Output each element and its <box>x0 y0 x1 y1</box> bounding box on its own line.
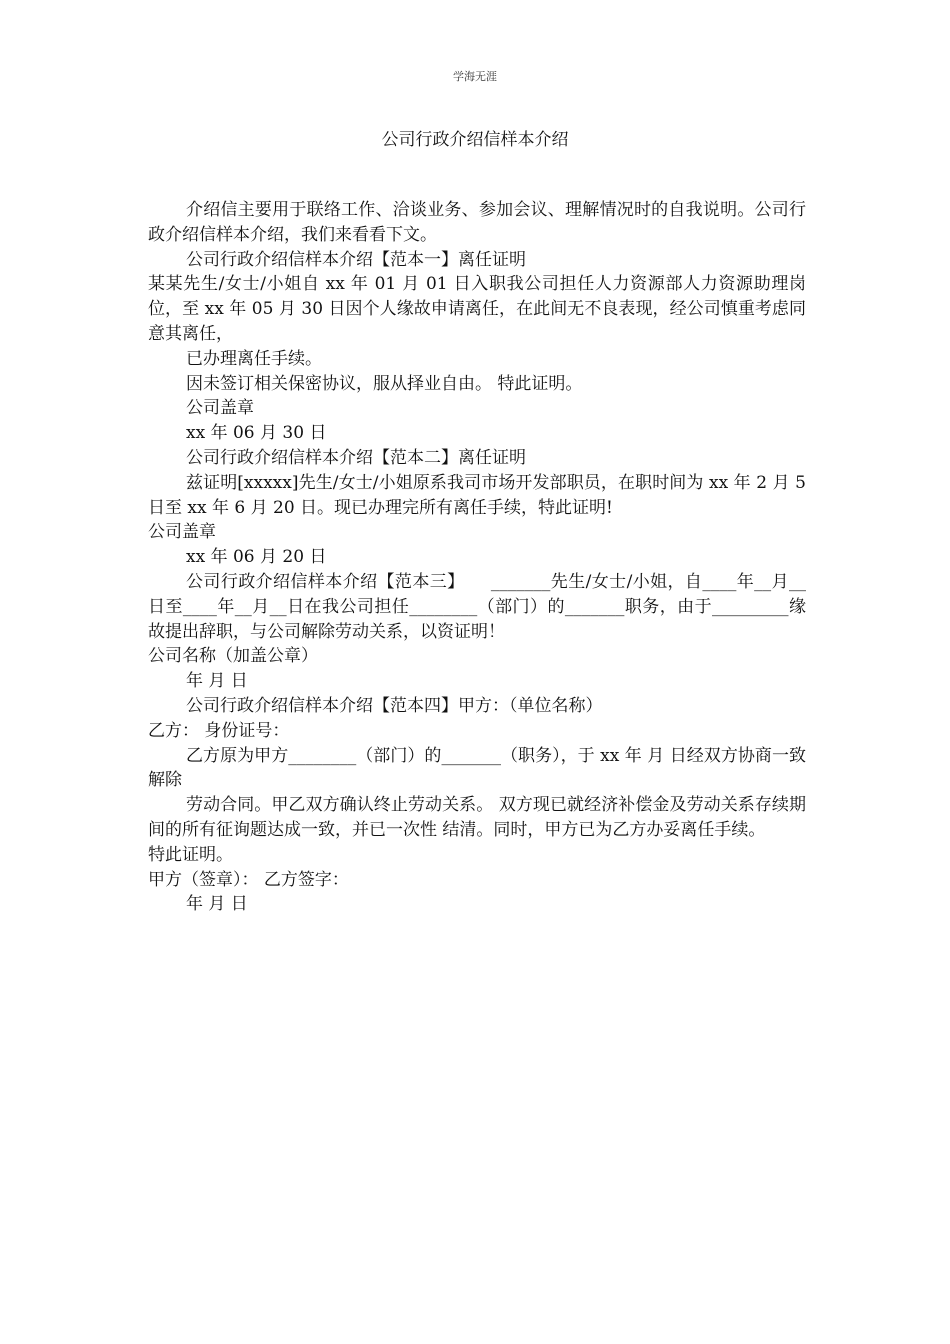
sample-one-procedure: 已办理离任手续。 <box>186 348 322 369</box>
sample-two-seal: 公司盖章 <box>148 522 216 543</box>
sample-two-body: 兹证明[xxxxx]先生/女士/小姐原系我司市场开发部职员，在职时间为 xx 年 2 月 5 日至 xx 年 6 月 20 日。现已办理完所有离任手续，特此证明! <box>148 472 806 518</box>
sample-one-heading: 公司行政介绍信样本介绍【范本一】离任证明 <box>186 249 526 270</box>
sample-four-certify: 特此证明。 <box>148 844 233 865</box>
sample-two-date: xx 年 06 月 20 日 <box>186 547 327 568</box>
page-header: 学海无涯 <box>453 70 497 83</box>
document-title: 公司行政介绍信样本介绍 <box>381 130 569 150</box>
sample-one-seal: 公司盖章 <box>186 398 254 419</box>
sample-three-date: 年 月 日 <box>186 671 248 692</box>
sample-one-date: xx 年 06 月 30 日 <box>186 423 327 444</box>
sample-one-body: 某某先生/女士/小姐自 xx 年 01 月 01 日入职我公司担任人力资源部人力资源助理岗位，至 xx 年 05 月 30 日因个人缘故申请离任，在此间无不良表现，经公司慎重考虑同意其离任， <box>148 274 806 344</box>
sample-four-body: 乙方原为甲方________（部门）的_______（职务），于 xx 年 月 日经双方协商一致解除 <box>148 745 806 791</box>
sample-two-heading: 公司行政介绍信样本介绍【范本二】离任证明 <box>186 447 526 468</box>
sample-four-party-b: 乙方： 身份证号： <box>148 720 290 741</box>
sample-four-heading: 公司行政介绍信样本介绍【范本四】甲方：（单位名称） <box>186 695 603 716</box>
intro-paragraph: 介绍信主要用于联络工作、洽谈业务、参加会议、理解情况时的自我说明。公司行政介绍信样本介绍，我们来看看下文。 <box>148 200 806 245</box>
document-body <box>148 198 806 917</box>
sample-four-signatures: 甲方（签章）： 乙方签字： <box>148 869 349 890</box>
sample-three-company: 公司名称（加盖公章） <box>148 646 318 667</box>
sample-three-body: 公司行政介绍信样本介绍【范本三】 _______先生/女士/小姐，自____年__月__日至____年__月__日在我公司担任________（部门）的_______职务，由于_________缘故提出辞职，与公司解除劳动关系，以资证明！ <box>148 571 806 642</box>
sample-one-confidentiality: 因未签订相关保密协议，服从择业自由。 特此证明。 <box>186 373 583 394</box>
sample-four-contract: 劳动合同。甲乙双方确认终止劳动关系。 双方现已就经济补偿金及劳动关系存续期间的所有征询题达成一致，并已一次性 结清。同时，甲方已为乙方办妥离任手续。 <box>148 795 806 840</box>
sample-four-date: 年 月 日 <box>186 894 248 915</box>
